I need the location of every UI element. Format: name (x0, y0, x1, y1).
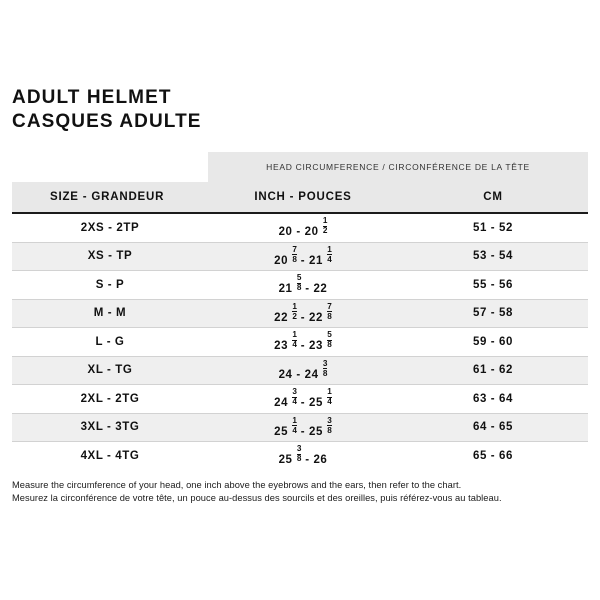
cell-inch: 23 $\frac{1}{4}$ - 23 $\frac{5}{8}$ (208, 328, 398, 357)
cell-cm: 51 - 52 (398, 213, 588, 242)
cell-inch: 22 $\frac{1}{2}$ - 22 $\frac{7}{8}$ (208, 299, 398, 328)
page-title-en: ADULT HELMET (12, 87, 172, 108)
table-row (12, 328, 588, 357)
column-header-inch: INCH - POUCES (208, 182, 398, 213)
table-row (12, 385, 588, 414)
cell-size: M - M (12, 299, 208, 328)
cell-size: S - P (12, 271, 208, 300)
table-row (12, 271, 588, 300)
page-title (12, 0, 588, 134)
cell-inch: 20 - 20 $\frac{1}{2}$ (208, 213, 398, 242)
cell-cm: 65 - 66 (398, 442, 588, 470)
cell-cm: 53 - 54 (398, 242, 588, 271)
table-row (12, 299, 588, 328)
cell-size: XS - TP (12, 242, 208, 271)
cell-cm: 57 - 58 (398, 299, 588, 328)
group-header-spacer (12, 152, 208, 182)
table-head (12, 152, 588, 213)
cell-size: 2XL - 2TG (12, 385, 208, 414)
table-body (12, 213, 588, 470)
column-header-size: SIZE - GRANDEUR (12, 182, 208, 213)
cell-inch: 25 $\frac{3}{8}$ - 26 (208, 442, 398, 470)
cell-inch: 20 $\frac{7}{8}$ - 21 $\frac{1}{4}$ (208, 242, 398, 271)
table-row (12, 413, 588, 442)
cell-cm: 63 - 64 (398, 385, 588, 414)
group-header-circumference: HEAD CIRCUMFERENCE / CIRCONFÉRENCE DE LA TÊTE (208, 152, 588, 182)
table-row (12, 213, 588, 242)
note-fr: Mesurez la circonférence de votre tête, un pouce au-dessus des sourcils et des oreilles, puis référez-vous au tableau. (12, 492, 502, 503)
measurement-notes (12, 479, 588, 505)
table-row (12, 356, 588, 385)
cell-inch: 25 $\frac{1}{4}$ - 25 $\frac{3}{8}$ (208, 413, 398, 442)
cell-size: L - G (12, 328, 208, 357)
cell-size: 2XS - 2TP (12, 213, 208, 242)
table-row (12, 442, 588, 470)
cell-cm: 64 - 65 (398, 413, 588, 442)
cell-size: 3XL - 3TG (12, 413, 208, 442)
cell-inch: 21 $\frac{5}{8}$ - 22 (208, 271, 398, 300)
size-chart-table (12, 152, 588, 470)
cell-inch: 24 $\frac{3}{4}$ - 25 $\frac{1}{4}$ (208, 385, 398, 414)
column-header-cm: CM (398, 182, 588, 213)
table-group-header-row (12, 152, 588, 182)
table-row (12, 242, 588, 271)
page-title-fr: CASQUES ADULTE (12, 111, 202, 132)
cell-cm: 55 - 56 (398, 271, 588, 300)
cell-size: XL - TG (12, 356, 208, 385)
cell-cm: 61 - 62 (398, 356, 588, 385)
cell-inch: 24 - 24 $\frac{3}{8}$ (208, 356, 398, 385)
note-en: Measure the circumference of your head, one inch above the eyebrows and the ears, then refer to the chart. (12, 479, 462, 490)
table-column-header-row (12, 182, 588, 213)
cell-size: 4XL - 4TG (12, 442, 208, 470)
cell-cm: 59 - 60 (398, 328, 588, 357)
